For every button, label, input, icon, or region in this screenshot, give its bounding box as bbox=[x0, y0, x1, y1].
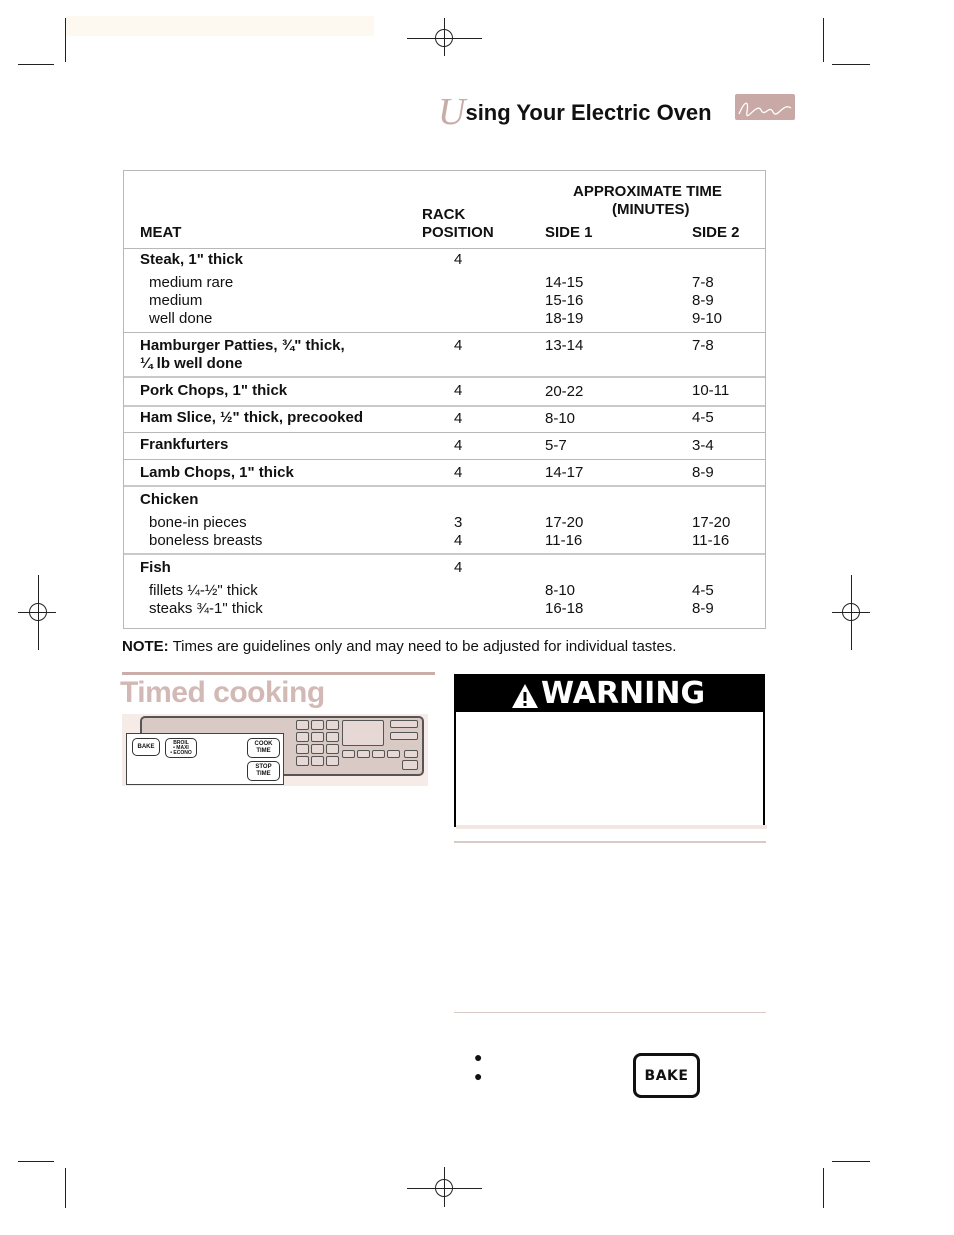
stop-time-pad: STOP TIME bbox=[247, 761, 280, 781]
crop-mark bbox=[407, 38, 482, 39]
panel-key bbox=[296, 732, 309, 742]
crop-mark bbox=[18, 1161, 54, 1162]
sub-item: steaks ¾-1" thick bbox=[149, 600, 263, 617]
rack-cell: 4 bbox=[454, 532, 463, 549]
side2-cell: 8-9 bbox=[692, 464, 714, 481]
rack-cell: 4 bbox=[454, 337, 463, 354]
row-name: Frankfurters bbox=[140, 436, 229, 453]
header-meat: MEAT bbox=[140, 224, 182, 241]
bullet-icon: ● bbox=[474, 1068, 483, 1084]
side1-cell: 5-7 bbox=[545, 437, 567, 454]
panel-key bbox=[311, 756, 324, 766]
header-tint bbox=[66, 16, 374, 36]
warning-header bbox=[456, 676, 763, 712]
warning-title: WARNING bbox=[541, 676, 706, 711]
panel-key bbox=[387, 750, 400, 758]
crop-mark bbox=[832, 1161, 870, 1162]
side1-cell: 17-20 bbox=[545, 514, 584, 531]
rack-cell: 4 bbox=[454, 437, 463, 454]
rack-cell: 4 bbox=[454, 382, 463, 399]
row-rule bbox=[124, 332, 765, 333]
page-title bbox=[438, 90, 712, 133]
title-text: sing Your Electric Oven bbox=[465, 100, 712, 125]
side1-cell: 11-16 bbox=[545, 532, 583, 549]
note-label: NOTE: bbox=[122, 638, 169, 655]
panel-key bbox=[390, 732, 418, 740]
side1-cell: 20-22 bbox=[545, 383, 584, 400]
panel-key bbox=[372, 750, 385, 758]
panel-key bbox=[402, 760, 418, 770]
panel-display bbox=[342, 720, 384, 746]
warning-triangle-icon bbox=[511, 682, 539, 718]
panel-key bbox=[326, 744, 339, 754]
sub-item: boneless breasts bbox=[149, 532, 263, 549]
row-rule bbox=[124, 485, 765, 487]
sub-item: fillets ¼-½" thick bbox=[149, 582, 258, 599]
signature-logo bbox=[735, 94, 795, 120]
row-rule bbox=[124, 553, 765, 555]
panel-key bbox=[296, 756, 309, 766]
header-minutes: (MINUTES) bbox=[612, 201, 690, 218]
row-rule bbox=[124, 405, 765, 407]
side2-cell: 8-9 bbox=[692, 600, 714, 617]
table-note bbox=[122, 638, 676, 655]
side2-cell: 4-5 bbox=[692, 582, 714, 599]
side2-cell: 7-8 bbox=[692, 274, 714, 291]
bake-pad: BAKE bbox=[132, 738, 160, 756]
note-text: Times are guidelines only and may need to be adjusted for individual tastes. bbox=[168, 638, 677, 655]
sub-item: medium rare bbox=[149, 274, 234, 291]
side1-cell: 14-15 bbox=[545, 274, 584, 291]
panel-key bbox=[296, 744, 309, 754]
crop-mark bbox=[444, 1167, 445, 1207]
broiling-table bbox=[123, 170, 766, 629]
broil-pad: BROIL • MAXI • ECONO bbox=[165, 738, 197, 758]
section-rule bbox=[122, 672, 435, 675]
crop-mark bbox=[823, 1168, 824, 1208]
side2-cell: 7-8 bbox=[692, 337, 714, 354]
row-name: Pork Chops, 1" thick bbox=[140, 382, 288, 399]
row-name: Steak, 1" thick bbox=[140, 251, 243, 268]
rack-cell: 4 bbox=[454, 559, 463, 576]
panel-key bbox=[311, 732, 324, 742]
side1-cell: 15-16 bbox=[545, 292, 584, 309]
panel-key bbox=[326, 732, 339, 742]
sub-item: well done bbox=[149, 310, 213, 327]
panel-key bbox=[326, 756, 339, 766]
panel-key bbox=[342, 750, 355, 758]
rack-cell: 3 bbox=[454, 514, 463, 531]
side2-cell: 4-5 bbox=[692, 409, 714, 426]
crop-mark bbox=[65, 18, 66, 62]
side1-cell: 13-14 bbox=[545, 337, 584, 354]
section-title: Timed cooking bbox=[120, 676, 325, 709]
side2-cell: 8-9 bbox=[692, 292, 714, 309]
sub-item: bone-in pieces bbox=[149, 514, 247, 531]
warning-box bbox=[454, 674, 765, 827]
crop-mark bbox=[823, 18, 824, 62]
header-rack: RACK bbox=[422, 206, 466, 223]
rack-cell: 4 bbox=[454, 464, 463, 481]
header-rule bbox=[124, 248, 765, 249]
side2-cell: 17-20 bbox=[692, 514, 731, 531]
header-position: POSITION bbox=[422, 224, 494, 241]
panel-key bbox=[311, 744, 324, 754]
header-approx-time: APPROXIMATE TIME bbox=[573, 183, 722, 200]
rack-cell: 4 bbox=[454, 251, 463, 268]
crop-mark bbox=[18, 612, 56, 613]
row-name: Chicken bbox=[140, 491, 199, 508]
panel-key bbox=[404, 750, 418, 758]
side1-cell: 16-18 bbox=[545, 600, 584, 617]
crop-mark bbox=[18, 64, 54, 65]
row-rule bbox=[124, 459, 765, 460]
section-rule bbox=[454, 841, 766, 843]
side2-cell: 9-10 bbox=[692, 310, 723, 327]
title-drop-cap: U bbox=[438, 91, 466, 133]
side1-cell: 14-17 bbox=[545, 464, 584, 481]
crop-mark bbox=[444, 18, 445, 56]
row-name: ¼ lb well done bbox=[140, 355, 243, 372]
row-rule bbox=[124, 376, 765, 378]
crop-mark bbox=[407, 1188, 482, 1189]
side1-cell: 8-10 bbox=[545, 410, 576, 427]
crop-mark bbox=[832, 64, 870, 65]
rack-cell: 4 bbox=[454, 410, 463, 427]
side2-cell: 11-16 bbox=[692, 532, 730, 549]
side1-cell: 8-10 bbox=[545, 582, 576, 599]
side2-cell: 10-11 bbox=[692, 382, 730, 399]
header-side2: SIDE 2 bbox=[692, 224, 740, 241]
row-name: Lamb Chops, 1" thick bbox=[140, 464, 294, 481]
row-rule bbox=[124, 432, 765, 433]
sub-item: medium bbox=[149, 292, 203, 309]
panel-key bbox=[390, 720, 418, 728]
bake-key-illustration: BAKE bbox=[633, 1053, 700, 1098]
cook-time-pad: COOK TIME bbox=[247, 738, 280, 758]
section-rule bbox=[454, 1012, 766, 1013]
crop-mark bbox=[65, 1168, 66, 1208]
side2-cell: 3-4 bbox=[692, 437, 714, 454]
row-name: Fish bbox=[140, 559, 171, 576]
panel-key bbox=[326, 720, 339, 730]
bullet-icon: ● bbox=[474, 1049, 483, 1065]
warning-shadow bbox=[456, 825, 767, 829]
side1-cell: 18-19 bbox=[545, 310, 584, 327]
panel-key bbox=[311, 720, 324, 730]
row-name: Ham Slice, ½" thick, precooked bbox=[140, 409, 364, 426]
header-side1: SIDE 1 bbox=[545, 224, 593, 241]
panel-key bbox=[357, 750, 370, 758]
crop-mark bbox=[832, 612, 870, 613]
control-panel-inset bbox=[126, 733, 284, 785]
row-name: Hamburger Patties, ¾" thick, bbox=[140, 337, 345, 354]
panel-key bbox=[296, 720, 309, 730]
